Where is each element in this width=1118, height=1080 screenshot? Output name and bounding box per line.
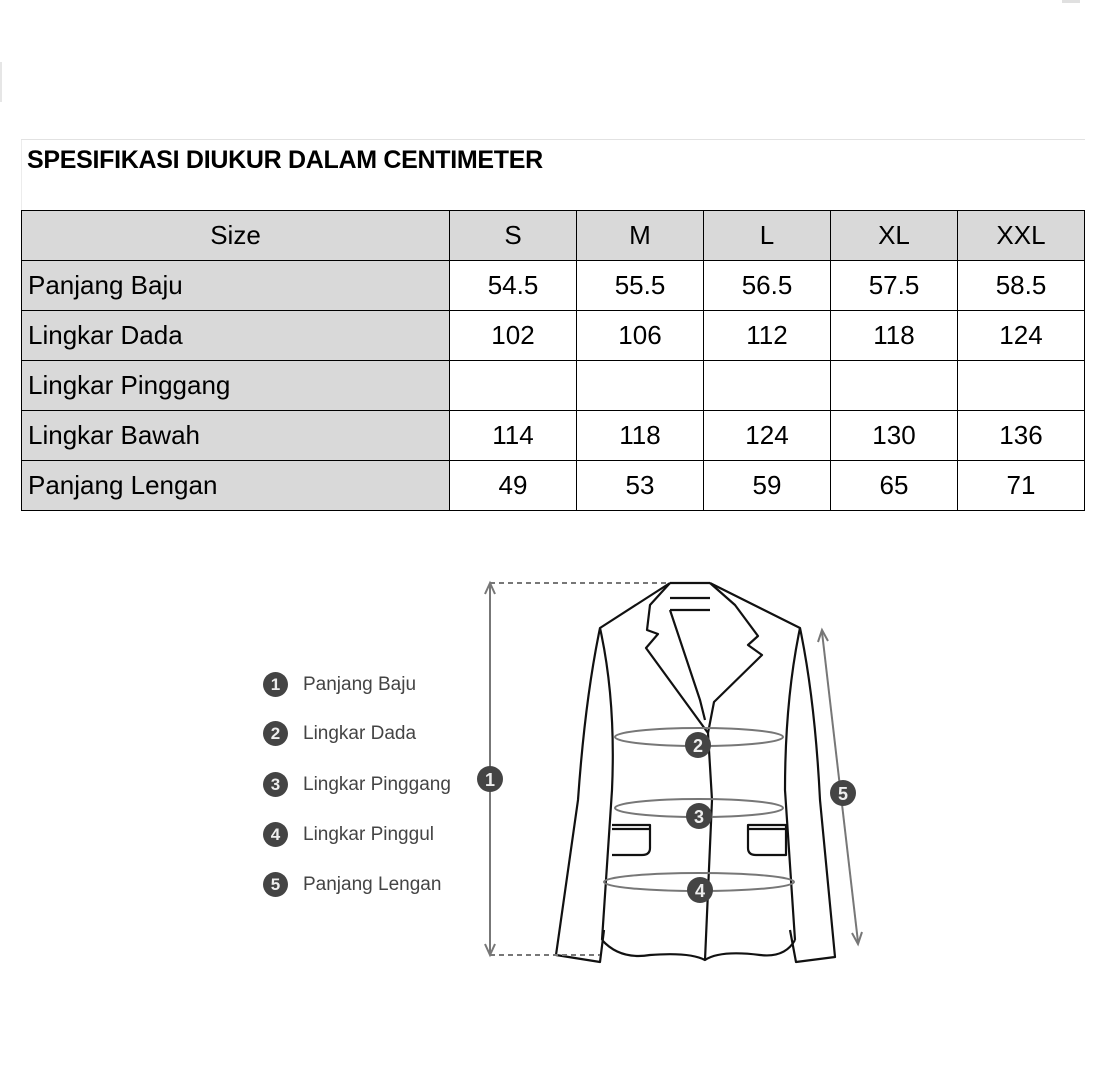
header-cell: Size bbox=[22, 211, 450, 261]
marker-2-label: 2 bbox=[692, 736, 704, 756]
edge-artifact bbox=[0, 62, 2, 102]
table-cell: 53 bbox=[577, 461, 704, 511]
table-cell: 65 bbox=[831, 461, 958, 511]
table-row bbox=[22, 361, 1085, 411]
row-label: Lingkar Bawah bbox=[22, 411, 450, 461]
table-cell: 56.5 bbox=[704, 261, 831, 311]
table-cell: 49 bbox=[450, 461, 577, 511]
legend-label: Lingkar Pinggang bbox=[303, 773, 451, 795]
header-cell: XL bbox=[831, 211, 958, 261]
legend-label: Panjang Baju bbox=[303, 673, 417, 695]
size-chart bbox=[21, 139, 1085, 511]
marker-badge: 3 bbox=[263, 772, 288, 797]
header-cell: M bbox=[577, 211, 704, 261]
table-cell: 118 bbox=[577, 411, 704, 461]
table-cell: 130 bbox=[831, 411, 958, 461]
hem bbox=[602, 940, 795, 960]
measurement-diagram bbox=[0, 520, 1118, 1080]
left-lapel bbox=[646, 583, 708, 733]
jacket-illustration bbox=[0, 520, 1118, 1080]
edge-artifact bbox=[1062, 0, 1080, 3]
marker-badge: 1 bbox=[263, 672, 288, 697]
marker-badge: 5 bbox=[263, 872, 288, 897]
diagram-markers bbox=[477, 732, 856, 903]
table-cell: 59 bbox=[704, 461, 831, 511]
table-row bbox=[22, 311, 1085, 361]
table-cell bbox=[704, 361, 831, 411]
marker-badge: 4 bbox=[263, 822, 288, 847]
legend-label: Panjang Lengan bbox=[303, 873, 442, 895]
table-cell: 54.5 bbox=[450, 261, 577, 311]
arrowheads bbox=[485, 583, 862, 955]
table-row bbox=[22, 411, 1085, 461]
collar-band bbox=[670, 583, 710, 610]
header-cell: XXL bbox=[958, 211, 1085, 261]
table-cell bbox=[831, 361, 958, 411]
table-cell bbox=[958, 361, 1085, 411]
table-cell: 106 bbox=[577, 311, 704, 361]
header-cell: L bbox=[704, 211, 831, 261]
table-cell: 57.5 bbox=[831, 261, 958, 311]
front-opening bbox=[705, 733, 712, 960]
marker-5-label: 5 bbox=[837, 784, 849, 804]
left-pocket bbox=[612, 825, 650, 855]
table-row bbox=[22, 261, 1085, 311]
table-cell: 112 bbox=[704, 311, 831, 361]
right-side bbox=[785, 628, 800, 940]
table-cell: 114 bbox=[450, 411, 577, 461]
right-sleeve bbox=[710, 583, 835, 962]
row-label: Lingkar Pinggang bbox=[22, 361, 450, 411]
table-cell bbox=[577, 361, 704, 411]
right-pocket bbox=[748, 825, 786, 855]
left-side bbox=[600, 628, 613, 940]
header-cell: S bbox=[450, 211, 577, 261]
table-cell: 124 bbox=[704, 411, 831, 461]
table-header-row bbox=[22, 211, 1085, 261]
marker-3-label: 3 bbox=[693, 807, 705, 827]
legend-label: Lingkar Pinggul bbox=[303, 823, 434, 845]
row-label: Lingkar Dada bbox=[22, 311, 450, 361]
marker-badge: 2 bbox=[263, 721, 288, 746]
legend-label: Lingkar Dada bbox=[303, 722, 417, 744]
table-cell: 124 bbox=[958, 311, 1085, 361]
row-label: Panjang Baju bbox=[22, 261, 450, 311]
marker-1-label: 1 bbox=[484, 770, 496, 790]
table-cell bbox=[450, 361, 577, 411]
table-cell: 102 bbox=[450, 311, 577, 361]
table-cell: 58.5 bbox=[958, 261, 1085, 311]
table-row bbox=[22, 461, 1085, 511]
row-label: Panjang Lengan bbox=[22, 461, 450, 511]
table-cell: 118 bbox=[831, 311, 958, 361]
marker-4-label: 4 bbox=[694, 881, 706, 901]
table-cell: 136 bbox=[958, 411, 1085, 461]
table-cell: 55.5 bbox=[577, 261, 704, 311]
table-cell: 71 bbox=[958, 461, 1085, 511]
chart-title: SPESIFIKASI DIUKUR DALAM CENTIMETER bbox=[21, 140, 1085, 210]
size-table bbox=[21, 210, 1085, 511]
